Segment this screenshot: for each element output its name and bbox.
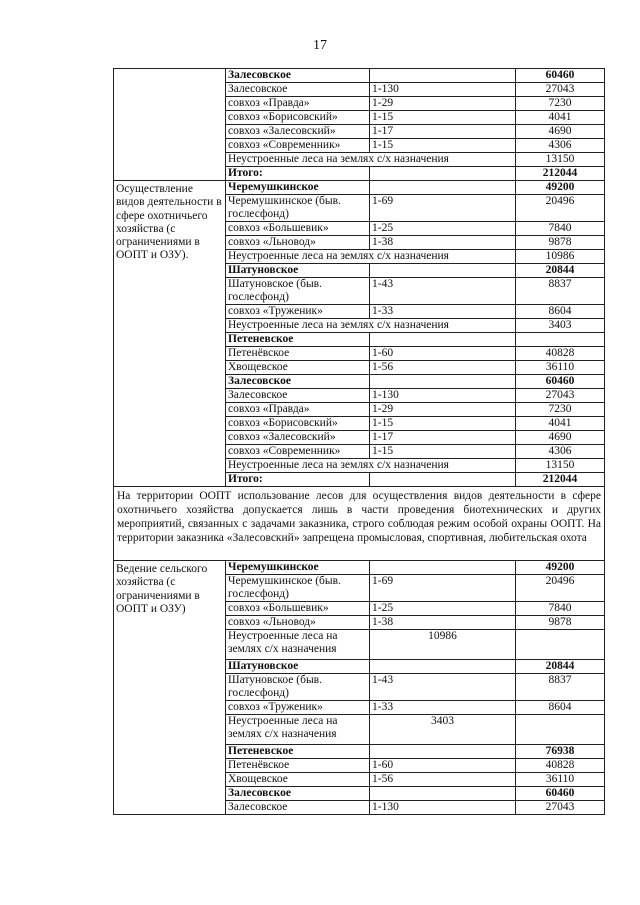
quarter-range: 1-38: [370, 616, 516, 630]
quarter-range: 1-25: [370, 602, 516, 616]
page-number: 17: [313, 38, 327, 53]
area-name: Хвощевское: [226, 361, 370, 375]
activity-cell: Осуществление видов деятельности в сфере охотничьего хозяйства (с ограничениями в ООПТ и ОЗУ).: [114, 181, 226, 487]
quarter-range: 1-15: [370, 139, 516, 153]
quarter-range: 1-60: [370, 347, 516, 361]
area-value: 13150: [516, 153, 605, 167]
area-value-empty: [516, 715, 605, 745]
forestry-name: Петеневское: [226, 745, 370, 759]
table-row: [114, 69, 605, 83]
note-row: [114, 487, 605, 561]
area-name: совхоз «Залесовский»: [226, 431, 370, 445]
quarter-range: [370, 561, 516, 575]
area-value: 36110: [516, 361, 605, 375]
forestry-name: Черемушкинское: [226, 181, 370, 195]
activity-cell: [114, 69, 226, 181]
quarter-range: 1-17: [370, 431, 516, 445]
area-name: совхоз «Современник»: [226, 445, 370, 459]
quarter-range: 1-43: [370, 278, 516, 305]
area-name: Неустроенные леса на землях с/х назначения: [226, 459, 516, 473]
forestry-total: 60460: [516, 375, 605, 389]
forestry-name: Петеневское: [226, 333, 370, 347]
quarter-range: 1-69: [370, 195, 516, 222]
forestry-total: 212044: [516, 167, 605, 181]
area-name: совхоз «Правда»: [226, 403, 370, 417]
area-value: 10986: [370, 630, 516, 660]
forestry-total: 49200: [516, 181, 605, 195]
area-value: 8604: [516, 701, 605, 715]
quarter-range: 1-38: [370, 236, 516, 250]
area-value: 4690: [516, 125, 605, 139]
forestry-total: [516, 333, 605, 347]
area-value: 20496: [516, 195, 605, 222]
area-name: Хвощевское: [226, 773, 370, 787]
area-name: совхоз «Льновод»: [226, 236, 370, 250]
forestry-total: 60460: [516, 787, 605, 801]
forestry-total: 49200: [516, 561, 605, 575]
area-name: совхоз «Большевик»: [226, 602, 370, 616]
area-name: Залесовское: [226, 83, 370, 97]
quarter-range: 1-15: [370, 445, 516, 459]
area-name: совхоз «Правда»: [226, 97, 370, 111]
area-name: совхоз «Труженик»: [226, 701, 370, 715]
area-value: 10986: [516, 250, 605, 264]
area-name: Черемушкинское (быв. гослесфонд): [226, 195, 370, 222]
area-name: совхоз «Борисовский»: [226, 111, 370, 125]
forestry-total: 76938: [516, 745, 605, 759]
area-name: совхоз «Льновод»: [226, 616, 370, 630]
area-name: Неустроенные леса на землях с/х назначения: [226, 715, 370, 745]
forestry-total: 60460: [516, 69, 605, 83]
area-name: Неустроенные леса на землях с/х назначения: [226, 153, 516, 167]
quarter-range: 1-15: [370, 111, 516, 125]
quarter-range: [370, 167, 516, 181]
area-value: 4306: [516, 139, 605, 153]
area-value: 4306: [516, 445, 605, 459]
area-value: 7230: [516, 97, 605, 111]
quarter-range: 1-15: [370, 417, 516, 431]
area-name: Шатуновское (быв. гослесфонд): [226, 674, 370, 701]
area-name: совхоз «Большевик»: [226, 222, 370, 236]
area-name: совхоз «Борисовский»: [226, 417, 370, 431]
area-value: 7840: [516, 602, 605, 616]
area-name: совхоз «Залесовский»: [226, 125, 370, 139]
forestry-total: 20844: [516, 660, 605, 674]
area-name: Залесовское: [226, 389, 370, 403]
quarter-range: [370, 473, 516, 487]
area-name: Шатуновское (быв. гослесфонд): [226, 278, 370, 305]
area-value: 7840: [516, 222, 605, 236]
area-value: 8837: [516, 674, 605, 701]
area-value: 13150: [516, 459, 605, 473]
area-value: 3403: [516, 319, 605, 333]
area-name: Неустроенные леса на землях с/х назначения: [226, 319, 516, 333]
quarter-range: [370, 264, 516, 278]
forestry-total: 20844: [516, 264, 605, 278]
area-value: 4690: [516, 431, 605, 445]
forestry-total: 212044: [516, 473, 605, 487]
area-value: 4041: [516, 417, 605, 431]
quarter-range: 1-56: [370, 773, 516, 787]
area-value: 4041: [516, 111, 605, 125]
area-value: 8837: [516, 278, 605, 305]
quarter-range: 1-130: [370, 389, 516, 403]
area-name: Залесовское: [226, 801, 370, 815]
table-row: [114, 561, 605, 575]
quarter-range: 1-43: [370, 674, 516, 701]
area-value: 40828: [516, 347, 605, 361]
area-value: 9878: [516, 616, 605, 630]
quarter-range: [370, 660, 516, 674]
quarter-range: [370, 787, 516, 801]
area-value: 27043: [516, 801, 605, 815]
quarter-range: 1-33: [370, 305, 516, 319]
area-name: Неустроенные леса на землях с/х назначения: [226, 630, 370, 660]
quarter-range: 1-60: [370, 759, 516, 773]
area-value: 36110: [516, 773, 605, 787]
quarter-range: [370, 745, 516, 759]
forestry-name: Залесовское: [226, 787, 370, 801]
quarter-range: 1-56: [370, 361, 516, 375]
forestry-name: Черемушкинское: [226, 561, 370, 575]
quarter-range: 1-29: [370, 97, 516, 111]
forestry-name: Итого:: [226, 473, 370, 487]
area-value: 27043: [516, 83, 605, 97]
quarter-range: 1-25: [370, 222, 516, 236]
area-name: Петенёвское: [226, 347, 370, 361]
forestry-name: Залесовское: [226, 69, 370, 83]
activity-cell: Ведение сельского хозяйства (с ограничениями в ООПТ и ОЗУ): [114, 561, 226, 815]
quarter-range: 1-130: [370, 83, 516, 97]
forestry-name: Шатуновское: [226, 660, 370, 674]
quarter-range: 1-17: [370, 125, 516, 139]
quarter-range: 1-29: [370, 403, 516, 417]
area-value: 9878: [516, 236, 605, 250]
forestry-name: Итого:: [226, 167, 370, 181]
forestry-name: Шатуновское: [226, 264, 370, 278]
area-name: совхоз «Труженик»: [226, 305, 370, 319]
area-name: совхоз «Современник»: [226, 139, 370, 153]
area-name: Черемушкинское (быв. гослесфонд): [226, 575, 370, 602]
area-value: 40828: [516, 759, 605, 773]
area-value: 8604: [516, 305, 605, 319]
area-value: 3403: [370, 715, 516, 745]
quarter-range: 1-69: [370, 575, 516, 602]
forestry-name: Залесовское: [226, 375, 370, 389]
quarter-range: [370, 181, 516, 195]
quarter-range: [370, 333, 516, 347]
area-name: Неустроенные леса на землях с/х назначения: [226, 250, 516, 264]
quarter-range: 1-33: [370, 701, 516, 715]
quarter-range: 1-130: [370, 801, 516, 815]
area-value: 7230: [516, 403, 605, 417]
area-name: Петенёвское: [226, 759, 370, 773]
forest-use-table: [113, 68, 605, 815]
quarter-range: [370, 69, 516, 83]
area-value: 20496: [516, 575, 605, 602]
area-value: 27043: [516, 389, 605, 403]
note-text: На территории ООПТ использование лесов для осуществления видов деятельности в сфере охотничьего хозяйства допускается лишь в части проведения биотехнических и других мероприятий, связанных с задачами заказника, строго соблюдая режим особой охраны ООПТ. На территории заказника «Залесовский» запрещена промысловая, спортивная, любительская охота: [114, 487, 605, 561]
quarter-range: [370, 375, 516, 389]
area-value-empty: [516, 630, 605, 660]
table-row: [114, 181, 605, 195]
